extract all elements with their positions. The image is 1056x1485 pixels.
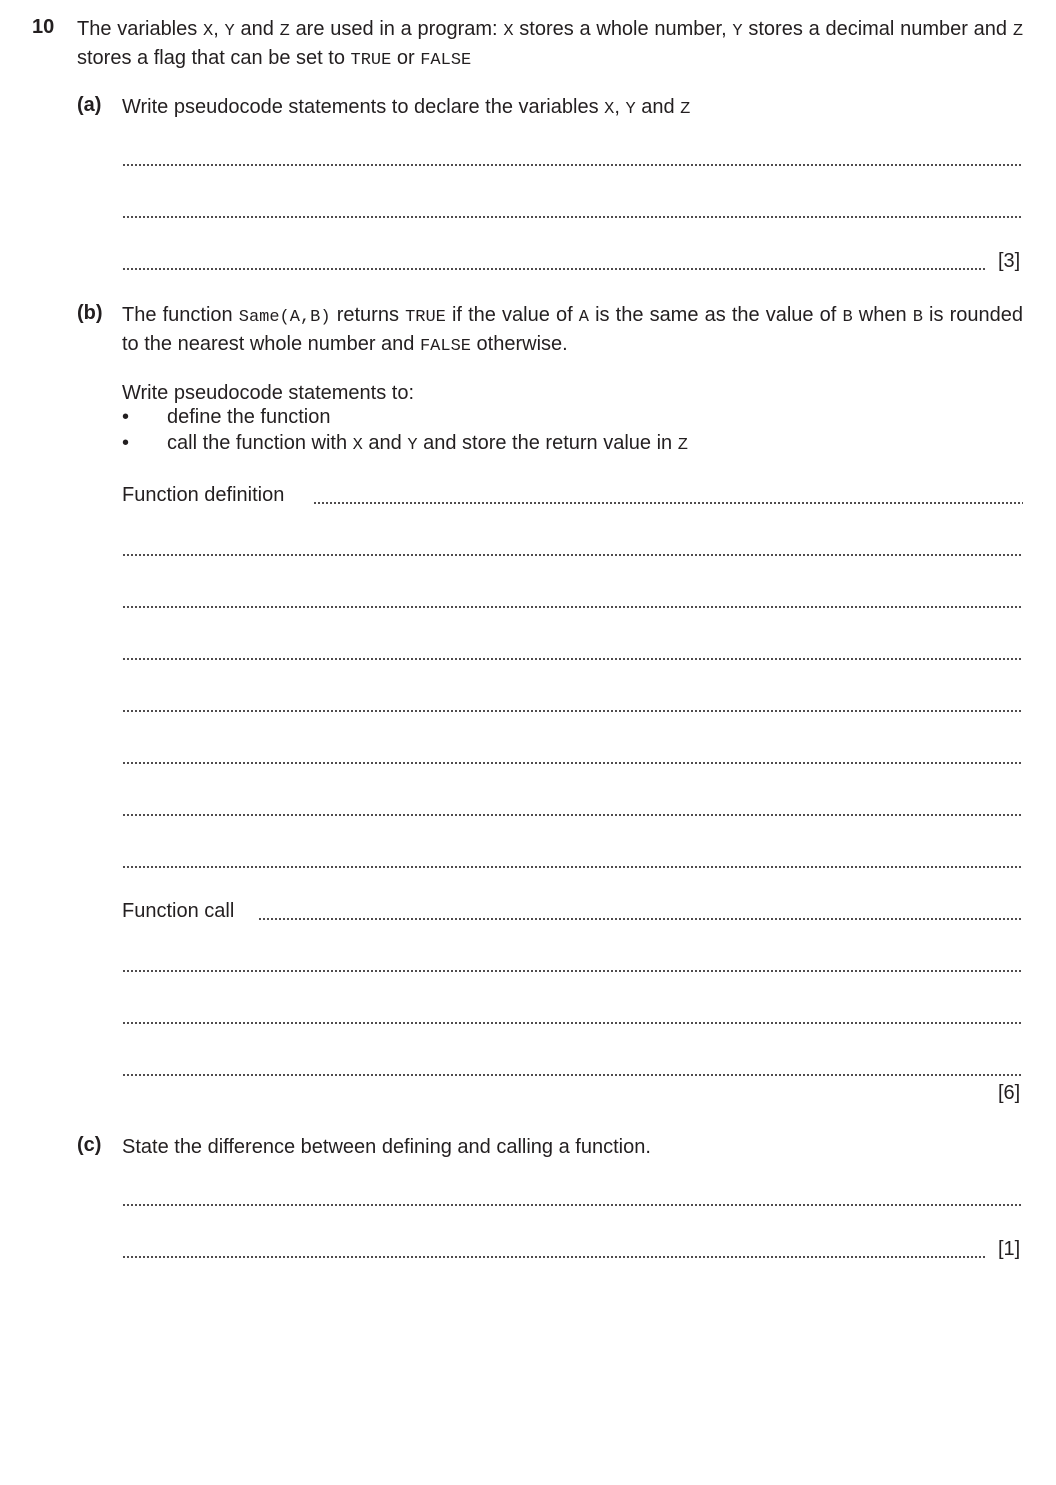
bullet: • (122, 406, 130, 428)
answer-line[interactable] (122, 1074, 1023, 1076)
bullet-1: define the function (167, 406, 331, 428)
part-b-instruction: Write pseudocode statements to: (122, 382, 415, 404)
answer-line[interactable] (313, 502, 1023, 504)
answer-line[interactable] (122, 970, 1023, 972)
part-c-text: State the difference between defining and calling a function. (122, 1136, 651, 1158)
answer-line[interactable] (122, 866, 1023, 868)
part-a-label: (a) (77, 94, 102, 116)
answer-line[interactable] (122, 1022, 1023, 1024)
function-definition-label: Function definition (122, 484, 285, 506)
marks-a: [3] (998, 250, 1021, 272)
bullet-2: call the function with X and Y and store the return value in Z (167, 432, 688, 455)
answer-line[interactable] (122, 1204, 1023, 1206)
function-call-label: Function call (122, 900, 235, 922)
question-number: 10 (32, 16, 55, 38)
answer-line[interactable] (122, 606, 1023, 608)
answer-line[interactable] (122, 658, 1023, 660)
answer-line[interactable] (122, 216, 1023, 218)
answer-line[interactable] (122, 1256, 985, 1258)
question-stem: The variables X, Y and Z are used in a program: X stores a whole number, Y stores a decimal number and Z stores a flag that can be set to TRUE or FALSE (77, 18, 1024, 70)
marks-b: [6] (998, 1082, 1021, 1104)
answer-line[interactable] (258, 918, 1023, 920)
part-c-label: (c) (77, 1134, 102, 1156)
part-b-label: (b) (77, 302, 103, 324)
answer-line[interactable] (122, 814, 1023, 816)
answer-line[interactable] (122, 164, 1023, 166)
answer-line[interactable] (122, 762, 1023, 764)
answer-line[interactable] (122, 554, 1023, 556)
part-b-text: The function Same(A,B) returns TRUE if the value of A is the same as the value of B when B is rounded to the nearest whole number and FALSE otherwise. (122, 304, 1023, 356)
bullet: • (122, 432, 130, 454)
answer-line[interactable] (122, 268, 985, 270)
answer-line[interactable] (122, 710, 1023, 712)
part-a-text: Write pseudocode statements to declare the variables X, Y and Z (122, 96, 691, 119)
marks-c: [1] (998, 1238, 1021, 1260)
